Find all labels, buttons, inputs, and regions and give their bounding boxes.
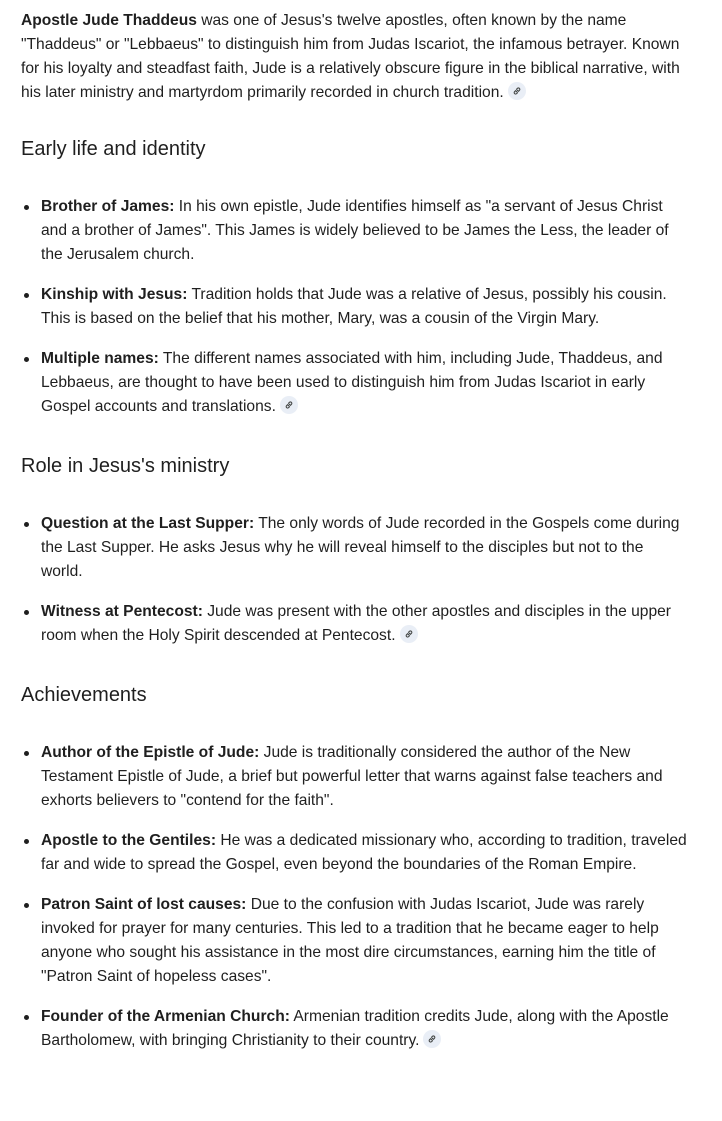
- item-title: Question at the Last Supper:: [41, 515, 255, 532]
- item-text: Jude is traditionally considered the author of the New Testament Epistle of Jude, a brief but powerful letter that warns against false teachers and exhorts believers to "contend for the faith".: [41, 744, 663, 809]
- item-text: In his own epistle, Jude identifies himself as "a servant of Jesus Christ and a brother of James". This James is widely believed to be James the Less, the leader of the Jerusalem church.: [41, 198, 669, 263]
- source-link-icon[interactable]: [508, 82, 526, 100]
- item-text: Armenian tradition credits Jude, along with the Apostle Bartholomew, with bringing Christianity to their country.: [41, 1008, 669, 1049]
- section-heading-early-life: Early life and identity: [21, 138, 206, 160]
- ministry-list: [21, 512, 688, 648]
- item-text: The different names associated with him, including Jude, Thaddeus, and Lebbaeus, are thought to have been used to distinguish him from Judas Iscariot in early Gospel accounts and translations.: [41, 350, 663, 415]
- item-text: Jude was present with the other apostles and disciples in the upper room when the Holy Spirit descended at Pentecost.: [41, 603, 672, 644]
- intro-text: was one of Jesus's twelve apostles, often known by the name "Thaddeus" or "Lebbaeus" to distinguish him from Judas Iscariot, the infamous betrayer. Known for his loyalty and steadfast faith, Jude is a relatively obscure figure in the biblical narrative, with his later ministry and martyrdom primarily recorded in church tradition.: [21, 12, 680, 101]
- item-title: Kinship with Jesus:: [41, 286, 188, 303]
- list-item: [41, 512, 688, 584]
- list-item: [41, 741, 688, 813]
- item-title: Witness at Pentecost:: [41, 603, 203, 620]
- item-text: The only words of Jude recorded in the Gospels come during the Last Supper. He asks Jesus why he will reveal himself to the disciples but not to the world.: [41, 515, 680, 580]
- section-heading-ministry: Role in Jesus's ministry: [21, 455, 230, 477]
- intro-subject: Apostle Jude Thaddeus: [21, 12, 197, 29]
- list-item: [41, 893, 688, 989]
- item-title: Brother of James:: [41, 198, 175, 215]
- list-item: [41, 600, 688, 648]
- list-item: [41, 283, 688, 331]
- list-item: [41, 1005, 688, 1053]
- list-item: [41, 195, 688, 267]
- achievements-list: [21, 741, 688, 1053]
- item-title: Apostle to the Gentiles:: [41, 832, 217, 849]
- item-title: Author of the Epistle of Jude:: [41, 744, 260, 761]
- early-life-list: [21, 195, 688, 419]
- intro-paragraph: [21, 9, 688, 105]
- list-item: [41, 829, 688, 877]
- source-link-icon[interactable]: [423, 1030, 441, 1048]
- item-text: Due to the confusion with Judas Iscariot, Jude was rarely invoked for prayer for many centuries. This led to a tradition that he became eager to help anyone who sought his assistance in the most dire circumstances, earning him the title of "Patron Saint of hopeless cases".: [41, 896, 659, 985]
- item-text: Tradition holds that Jude was a relative of Jesus, possibly his cousin. This is based on the belief that his mother, Mary, was a cousin of the Virgin Mary.: [41, 286, 667, 327]
- section-heading-achievements: Achievements: [21, 684, 147, 706]
- item-title: Multiple names:: [41, 350, 159, 367]
- list-item: [41, 347, 688, 419]
- source-link-icon[interactable]: [400, 625, 418, 643]
- source-link-icon[interactable]: [280, 396, 298, 414]
- item-title: Founder of the Armenian Church:: [41, 1008, 290, 1025]
- item-title: Patron Saint of lost causes:: [41, 896, 247, 913]
- item-text: He was a dedicated missionary who, according to tradition, traveled far and wide to spread the Gospel, even beyond the boundaries of the Roman Empire.: [41, 832, 687, 873]
